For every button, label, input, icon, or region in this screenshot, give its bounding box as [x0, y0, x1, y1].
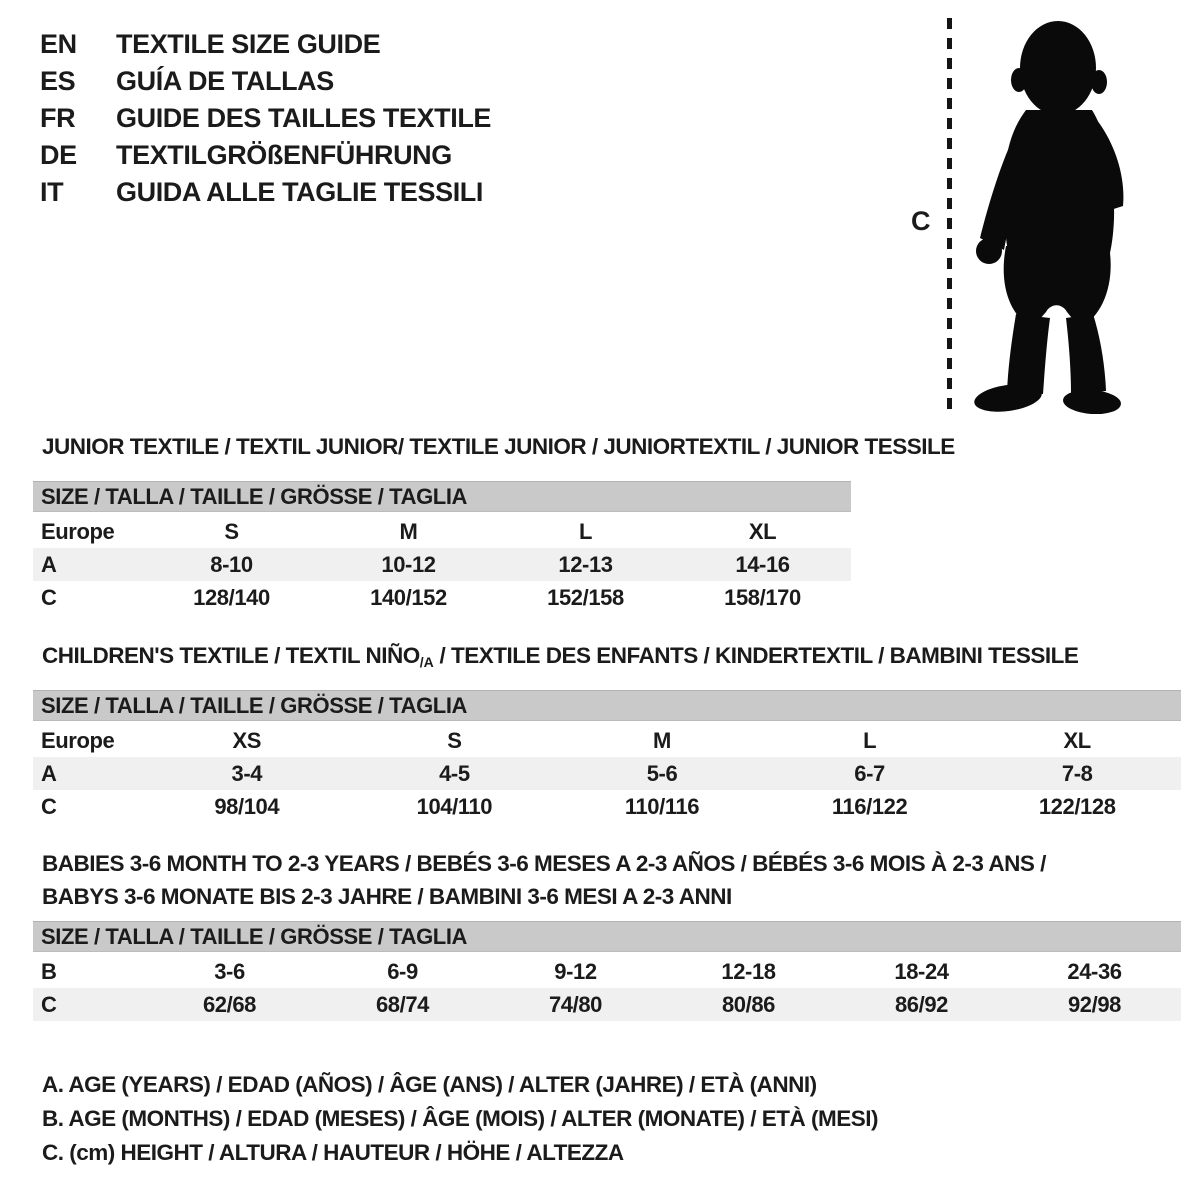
- size-cell: 4-5: [439, 761, 470, 786]
- language-code: EN: [40, 29, 77, 59]
- size-cell: XL: [748, 519, 777, 544]
- size-table-children: [33, 690, 1181, 823]
- table-header-size: SIZE / TALLA / TAILLE / GRÖSSE / TAGLIA: [33, 481, 851, 512]
- size-cell: 12-18: [721, 959, 776, 984]
- size-cell: 80/86: [721, 992, 776, 1017]
- section-title-babies-line1: BABIES 3-6 MONTH TO 2-3 YEARS / BEBÉS 3-6 MESES A 2-3 AÑOS / BÉBÉS 3-6 MOIS À 2-3 ANS /: [42, 851, 1046, 876]
- size-cell: 7-8: [1061, 761, 1093, 786]
- table-row-europe: [33, 724, 1181, 757]
- size-cell: 3-4: [231, 761, 263, 786]
- size-cell: 140/152: [370, 585, 447, 610]
- size-cell: L: [578, 519, 593, 544]
- size-cell: L: [863, 728, 877, 753]
- size-cell: S: [447, 728, 462, 753]
- size-cell: M: [399, 519, 418, 544]
- language-row-fr: [40, 100, 491, 137]
- size-cell: 5-6: [646, 761, 678, 786]
- row-label: B: [41, 959, 57, 984]
- table-row-europe: [33, 515, 851, 548]
- size-cell: 92/98: [1067, 992, 1122, 1017]
- size-cell: 152/158: [547, 585, 624, 610]
- language-row-es: [40, 63, 491, 100]
- size-cell: 68/74: [375, 992, 430, 1017]
- size-cell: 9-12: [554, 959, 597, 984]
- section-title-junior: JUNIOR TEXTILE / TEXTIL JUNIOR/ TEXTILE JUNIOR / JUNIORTEXTIL / JUNIOR TESSILE: [42, 434, 955, 459]
- size-cell: 158/170: [724, 585, 801, 610]
- table-row-age-years: [33, 757, 1181, 790]
- size-cell: 3-6: [214, 959, 245, 984]
- section-title-children-subscript: /A: [419, 654, 434, 670]
- height-dashed-line: [947, 18, 952, 416]
- section-title-children-main: CHILDREN'S TEXTILE / TEXTIL NIÑO: [42, 643, 420, 668]
- size-cell: 24-36: [1067, 959, 1122, 984]
- footnote-legend: [42, 1068, 878, 1170]
- table-row-age-years: [33, 548, 851, 581]
- language-title: TEXTILE SIZE GUIDE: [116, 29, 381, 59]
- size-cell: 86/92: [894, 992, 949, 1017]
- size-cell: 110/116: [624, 794, 700, 819]
- table-header-size: SIZE / TALLA / TAILLE / GRÖSSE / TAGLIA: [33, 690, 1181, 721]
- row-label: Europe: [41, 728, 115, 753]
- footnote-c: C. (cm) HEIGHT / ALTURA / HAUTEUR / HÖHE / ALTEZZA: [42, 1140, 624, 1165]
- section-title-children-rest: / TEXTILE DES ENFANTS / KINDERTEXTIL / BAMBINI TESSILE: [433, 643, 1079, 668]
- language-row-en: [40, 26, 491, 63]
- row-label: A: [41, 552, 57, 577]
- language-code: IT: [40, 177, 64, 207]
- size-cell: 98/104: [214, 794, 280, 819]
- size-cell: 12-13: [558, 552, 613, 577]
- size-cell: 104/110: [416, 794, 493, 819]
- section-title-babies: [42, 847, 1046, 913]
- size-cell: 74/80: [548, 992, 603, 1017]
- toddler-silhouette-icon: [966, 14, 1138, 414]
- row-label: A: [41, 761, 57, 786]
- language-row-it: [40, 174, 491, 211]
- section-title-babies-line2: BABYS 3-6 MONATE BIS 2-3 JAHRE / BAMBINI 3-6 MESI A 2-3 ANNI: [42, 884, 732, 909]
- language-title: GUIDE DES TAILLES TEXTILE: [116, 103, 492, 133]
- height-measure-label: C: [911, 206, 931, 236]
- table-header-size: SIZE / TALLA / TAILLE / GRÖSSE / TAGLIA: [33, 921, 1181, 952]
- table-row-height-cm: [33, 988, 1181, 1021]
- size-cell: XS: [232, 728, 262, 753]
- row-label: C: [41, 794, 57, 819]
- size-cell: XL: [1063, 728, 1091, 753]
- language-title: TEXTILGRÖßENFÜHRUNG: [116, 140, 452, 170]
- size-cell: S: [224, 519, 239, 544]
- size-cell: 8-10: [210, 552, 253, 577]
- size-cell: 128/140: [193, 585, 270, 610]
- size-cell: 14-16: [735, 552, 790, 577]
- language-row-de: [40, 137, 491, 174]
- row-label: C: [41, 992, 57, 1017]
- size-cell: 122/128: [1038, 794, 1116, 819]
- row-label: C: [41, 585, 57, 610]
- table-row-height-cm: [33, 790, 1181, 823]
- size-cell: M: [653, 728, 671, 753]
- size-cell: 116/122: [831, 794, 908, 819]
- row-label: Europe: [41, 519, 115, 544]
- size-table-junior: [33, 481, 851, 614]
- size-cell: 10-12: [381, 552, 436, 577]
- section-title-children: [42, 643, 1078, 669]
- footnote-b: B. AGE (MONTHS) / EDAD (MESES) / ÂGE (MOIS) / ALTER (MONATE) / ETÀ (MESI): [42, 1106, 878, 1131]
- language-code: DE: [40, 140, 77, 170]
- size-table-babies: [33, 921, 1181, 1021]
- table-row-height-cm: [33, 581, 851, 614]
- size-cell: 6-7: [854, 761, 885, 786]
- language-title: GUIDA ALLE TAGLIE TESSILI: [116, 177, 483, 207]
- language-code: ES: [40, 66, 76, 96]
- size-cell: 18-24: [894, 959, 949, 984]
- language-code: FR: [40, 103, 76, 133]
- language-title: GUÍA DE TALLAS: [116, 66, 334, 96]
- size-cell: 62/68: [202, 992, 257, 1017]
- footnote-a: A. AGE (YEARS) / EDAD (AÑOS) / ÂGE (ANS) / ALTER (JAHRE) / ETÀ (ANNI): [42, 1072, 817, 1097]
- table-row-age-months: [33, 955, 1181, 988]
- language-title-list: [40, 26, 491, 211]
- size-cell: 6-9: [387, 959, 418, 984]
